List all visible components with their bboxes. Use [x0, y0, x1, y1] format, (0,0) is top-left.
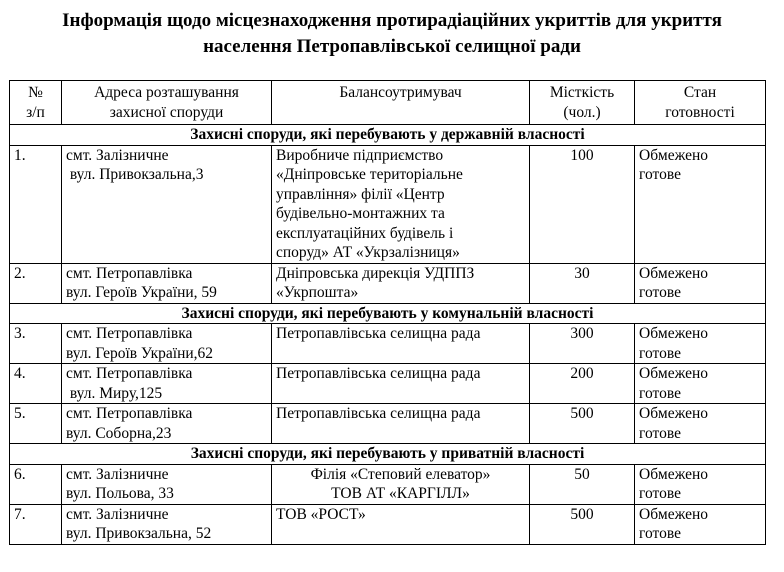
table-row	[10, 404, 766, 444]
table-row	[10, 364, 766, 404]
table-row	[10, 504, 766, 544]
header-holder: Балансоутримувач	[272, 81, 530, 125]
table-row	[10, 464, 766, 504]
title-line: населення Петропавлівської селищної ради	[203, 36, 581, 57]
row-num: 2.	[10, 263, 62, 303]
title-line: Інформація щодо місцезнаходження протирадіаційних укриттів для укриття	[62, 10, 722, 31]
row-num: 5.	[10, 404, 62, 444]
section-row	[10, 125, 766, 146]
row-capacity: 500	[530, 404, 635, 444]
row-address: смт. Петропавлівка вул. Миру,125	[62, 364, 272, 404]
row-status: Обмежено готове	[635, 145, 766, 263]
table-body	[10, 125, 766, 545]
row-status: Обмежено готове	[635, 263, 766, 303]
row-status: Обмежено готове	[635, 364, 766, 404]
row-holder: Виробниче підприємство «Дніпровське територіальне управління» філії «Центр будівельно-монтажних та експлуатаційних будівель і споруд» АТ «Укрзалізниця»	[272, 145, 530, 263]
row-status: Обмежено готове	[635, 504, 766, 544]
section-row	[10, 303, 766, 324]
header-status: Стан готовності	[635, 81, 766, 125]
row-status: Обмежено готове	[635, 464, 766, 504]
row-capacity: 30	[530, 263, 635, 303]
row-address: смт. Петропавлівка вул. Соборна,23	[62, 404, 272, 444]
row-capacity: 200	[530, 364, 635, 404]
row-holder: Дніпровська дирекція УДППЗ «Укрпошта»	[272, 263, 530, 303]
header-address: Адреса розташування захисної споруди	[62, 81, 272, 125]
section-row	[10, 444, 766, 465]
row-num: 7.	[10, 504, 62, 544]
row-capacity: 500	[530, 504, 635, 544]
row-holder: Петропавлівська селищна рада	[272, 364, 530, 404]
row-status: Обмежено готове	[635, 404, 766, 444]
row-capacity: 100	[530, 145, 635, 263]
row-capacity: 50	[530, 464, 635, 504]
header-capacity: Місткість (чол.)	[530, 81, 635, 125]
row-address: смт. Залізничне вул. Привокзальна, 52	[62, 504, 272, 544]
row-holder: Петропавлівська селищна рада	[272, 404, 530, 444]
shelters-table	[9, 80, 766, 545]
row-holder: ТОВ «РОСТ»	[272, 504, 530, 544]
row-capacity: 300	[530, 324, 635, 364]
header-num: № з/п	[10, 81, 62, 125]
row-address: смт. Залізничне вул. Польова, 33	[62, 464, 272, 504]
section-title: Захисні споруди, які перебувають у комунальній власності	[10, 303, 766, 324]
table-header-row	[10, 81, 766, 125]
row-address: смт. Петропавлівка вул. Героїв України,62	[62, 324, 272, 364]
row-num: 6.	[10, 464, 62, 504]
row-holder: Петропавлівська селищна рада	[272, 324, 530, 364]
document-title	[0, 8, 784, 60]
table-row	[10, 145, 766, 263]
table-row	[10, 324, 766, 364]
row-holder: Філія «Степовий елеватор» ТОВ АТ «КАРГІЛЛ»	[272, 464, 530, 504]
section-title: Захисні споруди, які перебувають у приватній власності	[10, 444, 766, 465]
row-num: 1.	[10, 145, 62, 263]
row-num: 3.	[10, 324, 62, 364]
section-title: Захисні споруди, які перебувають у державній власності	[10, 125, 766, 146]
row-status: Обмежено готове	[635, 324, 766, 364]
row-num: 4.	[10, 364, 62, 404]
table-row	[10, 263, 766, 303]
row-address: смт. Залізничне вул. Привокзальна,3	[62, 145, 272, 263]
row-address: смт. Петропавлівка вул. Героїв України, 59	[62, 263, 272, 303]
